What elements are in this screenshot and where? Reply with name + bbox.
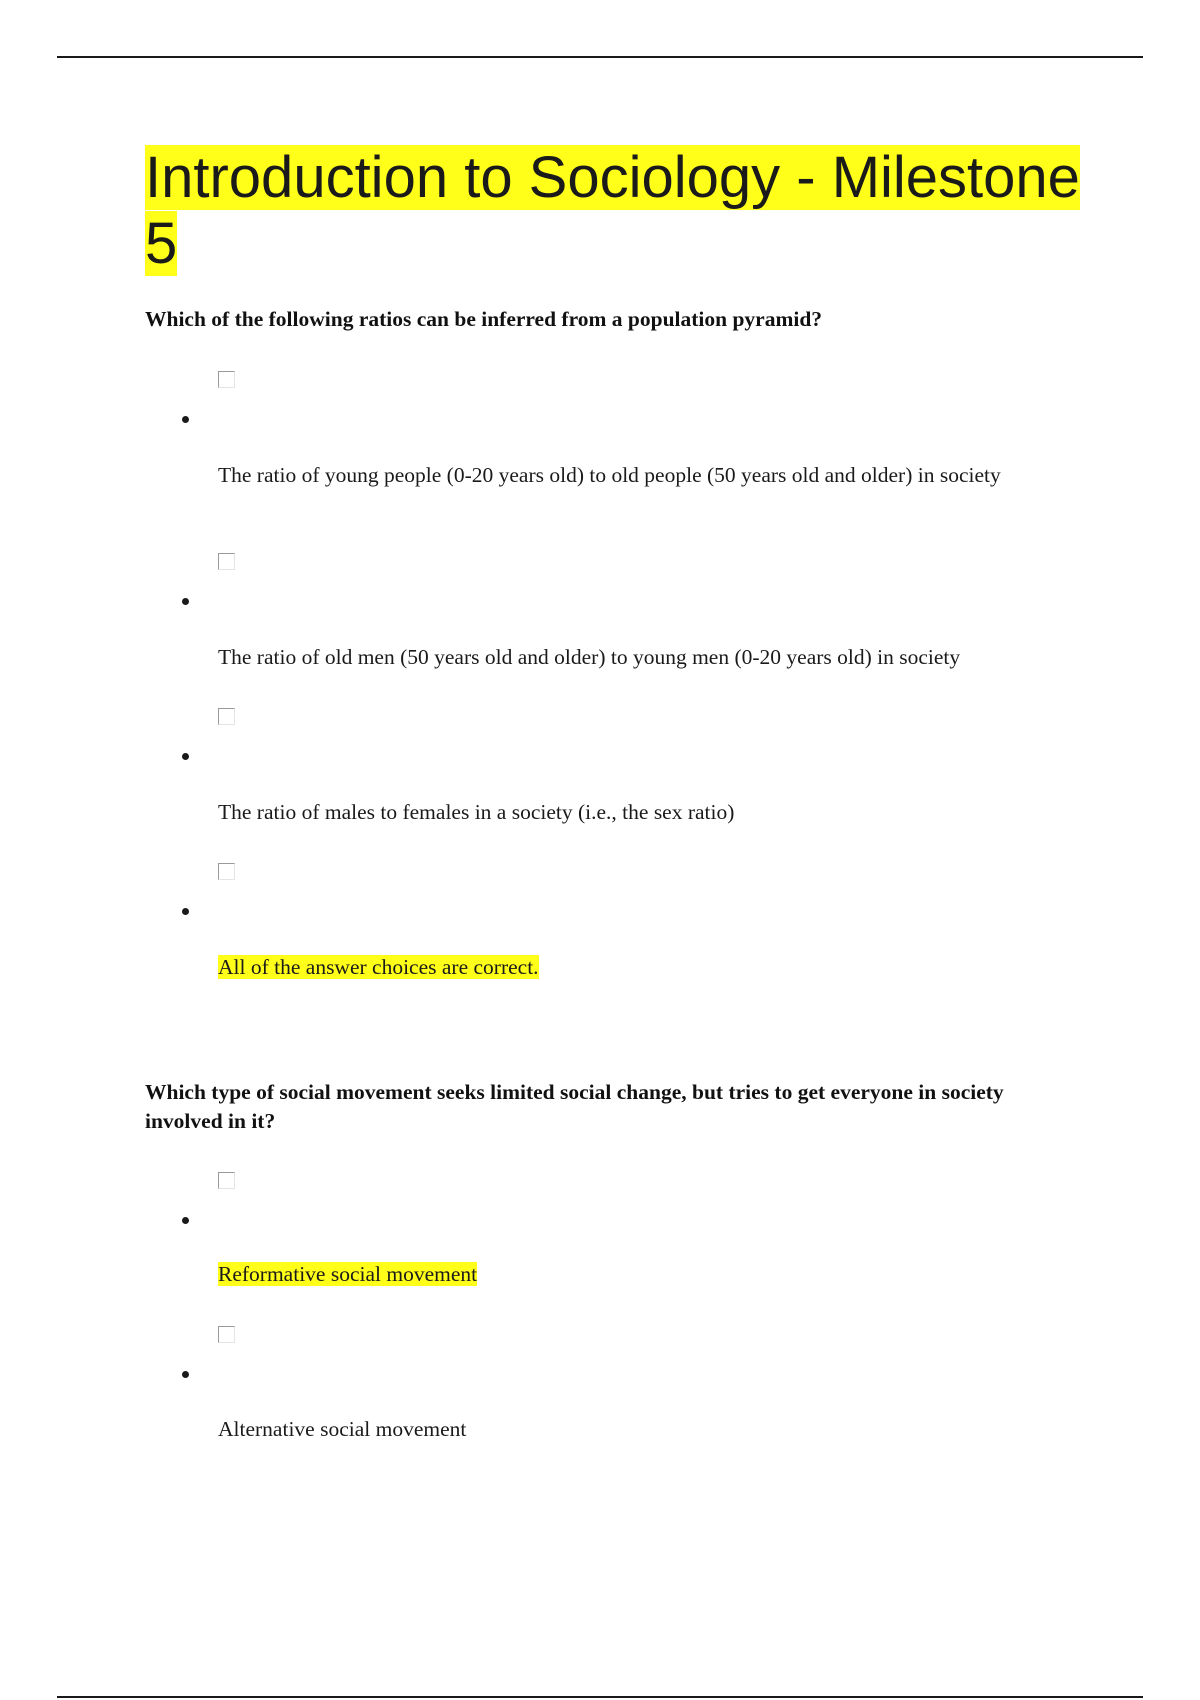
bullet-icon xyxy=(182,1371,189,1378)
bullet-icon xyxy=(182,598,189,605)
choice-label xyxy=(218,953,1068,982)
checkbox[interactable] xyxy=(218,708,235,725)
question-1-prompt: Which of the following ratios can be inferred from a population pyramid? xyxy=(145,307,823,331)
bullet-icon xyxy=(182,908,189,915)
bullet-icon xyxy=(182,753,189,760)
page-title: Introduction to Sociology - Milestone 5 xyxy=(145,145,1080,276)
choice-label: Alternative social movement xyxy=(218,1417,467,1441)
highlighted-answer: Reformative social movement xyxy=(218,1262,478,1286)
bullet-icon xyxy=(182,1217,189,1224)
question-2-prompt: Which type of social movement seeks limited social change, but tries to get everyone in society involved in it? xyxy=(145,1080,1004,1133)
choice-label: The ratio of young people (0-20 years old) to old people (50 years old and older) in society xyxy=(218,463,1001,487)
checkbox[interactable] xyxy=(218,1326,235,1343)
highlighted-answer: All of the answer choices are correct. xyxy=(218,955,539,979)
bullet-icon xyxy=(182,416,189,423)
checkbox[interactable] xyxy=(218,863,235,880)
checkbox[interactable] xyxy=(218,1172,235,1189)
bottom-rule xyxy=(57,1696,1143,1698)
choice-label: The ratio of old men (50 years old and older) to young men (0-20 years old) in society xyxy=(218,645,961,669)
checkbox[interactable] xyxy=(218,371,235,388)
top-rule xyxy=(57,56,1143,58)
choice-label xyxy=(218,1260,1068,1289)
checkbox[interactable] xyxy=(218,553,235,570)
choice-label: The ratio of males to females in a society (i.e., the sex ratio) xyxy=(218,800,735,824)
